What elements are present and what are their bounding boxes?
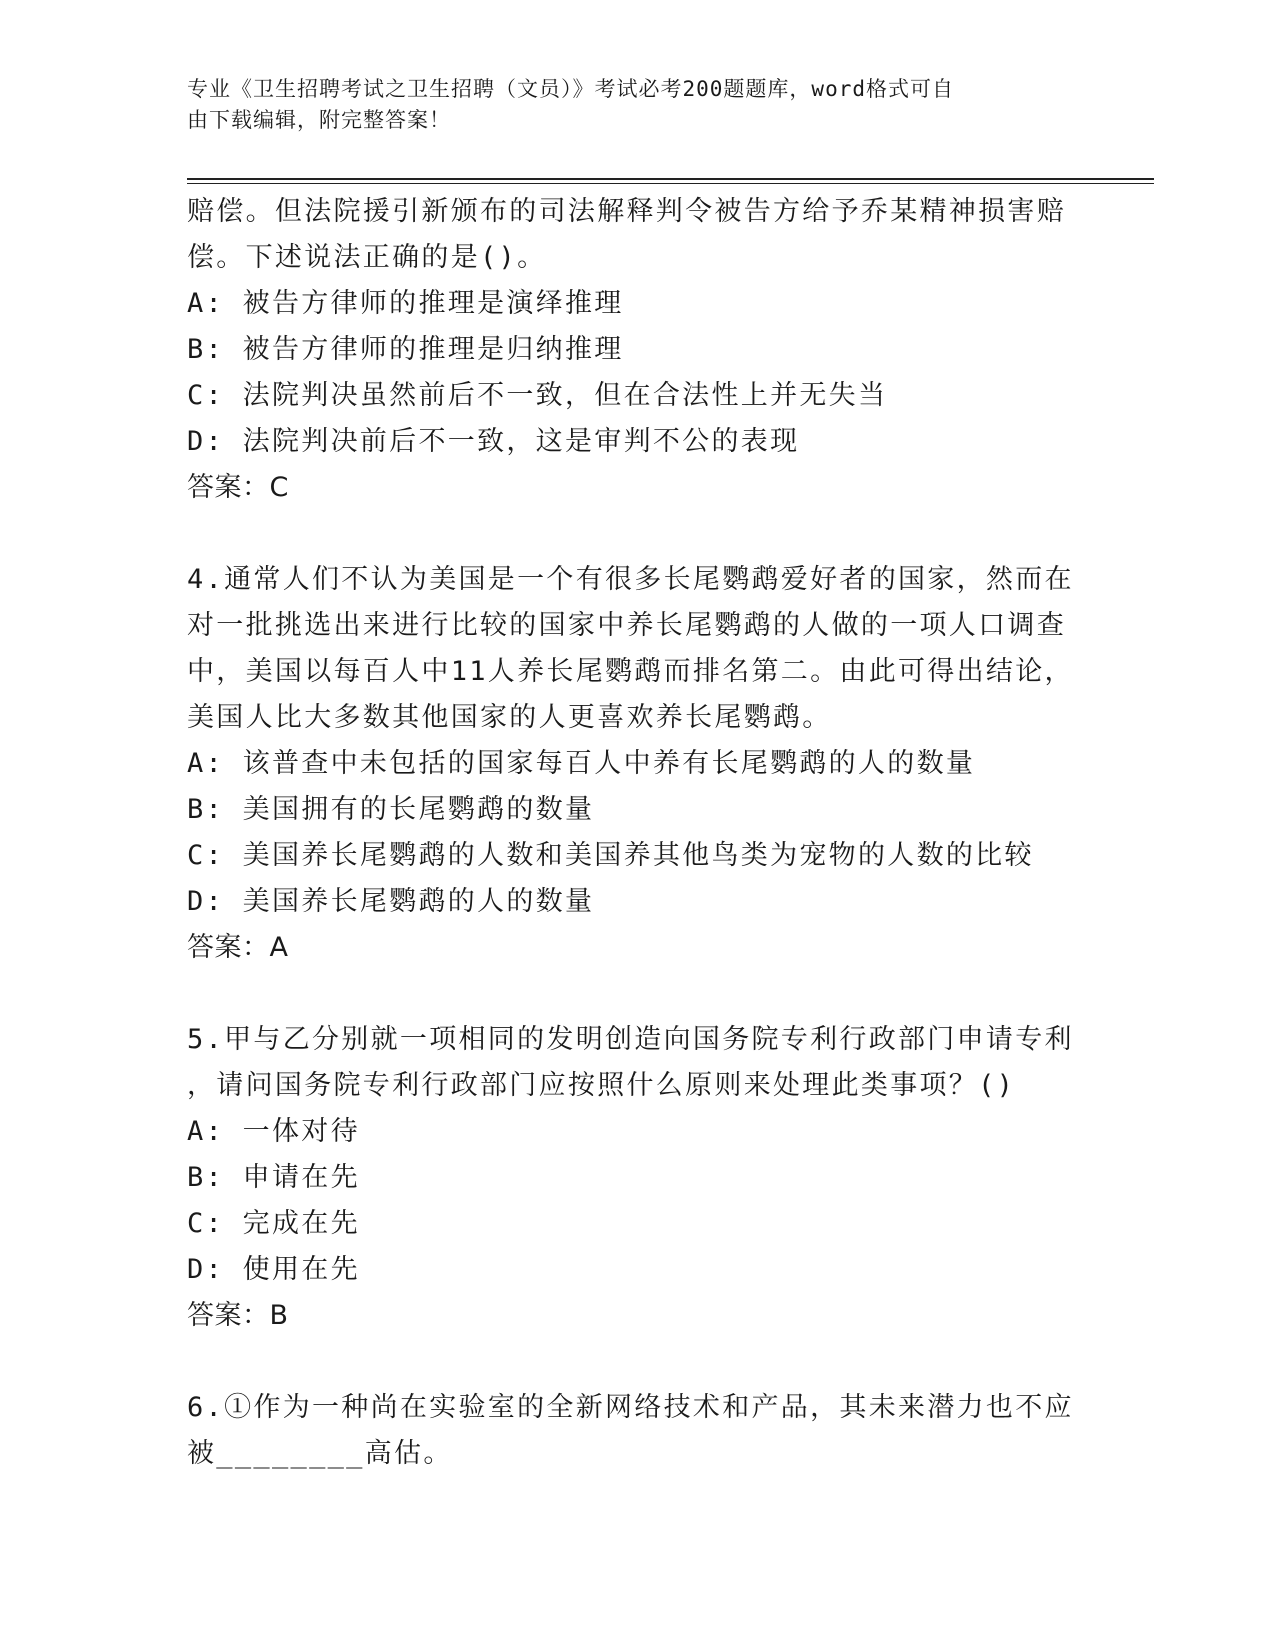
question-5-option-b: B: 申请在先	[187, 1162, 360, 1193]
question-4-text-line: 对一批挑选出来进行比较的国家中养长尾鹦鹉的人做的一项人口调查	[187, 610, 1066, 641]
question-5-answer: 答案：B	[187, 1300, 289, 1331]
question-5-text-line: ，请问国务院专利行政部门应按照什么原则来处理此类事项？()	[187, 1070, 1016, 1101]
question-3-answer: 答案：C	[187, 472, 289, 503]
question-6-text-line: 被________高估。	[187, 1438, 453, 1469]
question-4-option-d: D: 美国养长尾鹦鹉的人的数量	[187, 886, 595, 917]
question-5-option-c: C: 完成在先	[187, 1208, 360, 1239]
question-5-option-a: A: 一体对待	[187, 1116, 360, 1147]
question-3-option-d: D: 法院判决前后不一致，这是审判不公的表现	[187, 426, 800, 457]
document-header	[187, 74, 1067, 136]
question-4-text-line: 4.通常人们不认为美国是一个有很多长尾鹦鹉爱好者的国家，然而在	[187, 564, 1074, 595]
question-4-option-b: B: 美国拥有的长尾鹦鹉的数量	[187, 794, 595, 825]
question-4-option-a: A: 该普查中未包括的国家每百人中养有长尾鹦鹉的人的数量	[187, 748, 976, 779]
question-4-answer: 答案：A	[187, 932, 289, 963]
question-spacer	[187, 511, 1077, 557]
question-6-text-line: 6.①作为一种尚在实验室的全新网络技术和产品，其未来潜力也不应	[187, 1392, 1074, 1423]
question-content	[187, 189, 1077, 1477]
question-3-option-b: B: 被告方律师的推理是归纳推理	[187, 334, 624, 365]
question-4-option-c: C: 美国养长尾鹦鹉的人数和美国养其他鸟类为宠物的人数的比较	[187, 840, 1034, 871]
question-5-option-d: D: 使用在先	[187, 1254, 360, 1285]
question-4-text-line: 中，美国以每百人中11人养长尾鹦鹉而排名第二。由此可得出结论，	[187, 656, 1074, 687]
question-3-option-a: A: 被告方律师的推理是演绎推理	[187, 288, 624, 319]
question-spacer	[187, 971, 1077, 1017]
question-3-text-line: 赔偿。但法院援引新颁布的司法解释判令被告方给予乔某精神损害赔	[187, 196, 1066, 227]
header-divider-thin	[187, 183, 1154, 184]
question-3-block	[187, 189, 1077, 511]
question-3-text-line: 偿。下述说法正确的是()。	[187, 242, 547, 273]
question-3-option-c: C: 法院判决虽然前后不一致，但在合法性上并无失当	[187, 380, 888, 411]
question-4-block	[187, 557, 1077, 971]
question-spacer	[187, 1339, 1077, 1385]
header-line-1: 专业《卫生招聘考试之卫生招聘（文员）》考试必考200题题库，word格式可自	[187, 77, 954, 101]
header-line-2: 由下载编辑，附完整答案！	[187, 108, 451, 132]
header-divider-thick	[187, 178, 1154, 180]
question-6-block	[187, 1385, 1077, 1477]
question-5-text-line: 5.甲与乙分别就一项相同的发明创造向国务院专利行政部门申请专利	[187, 1024, 1074, 1055]
question-5-block	[187, 1017, 1077, 1339]
question-4-text-line: 美国人比大多数其他国家的人更喜欢养长尾鹦鹉。	[187, 702, 832, 733]
